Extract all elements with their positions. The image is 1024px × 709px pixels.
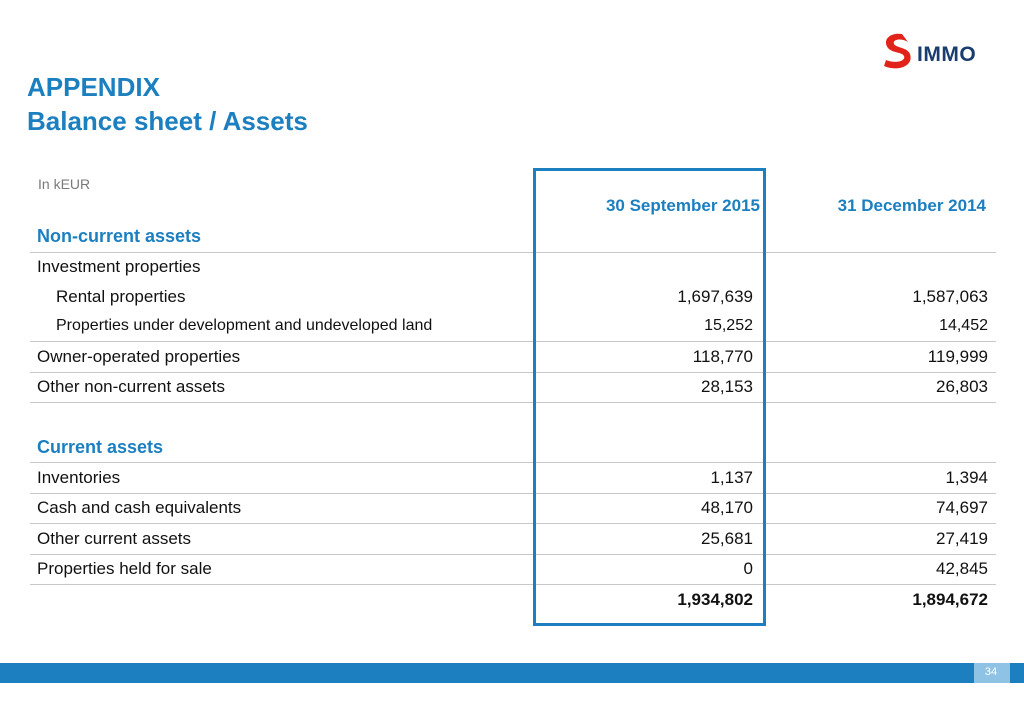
row-label: Owner-operated properties (30, 342, 535, 373)
column-header-sep-2015: 30 September 2015 (605, 196, 760, 215)
footer-bar (0, 663, 1024, 683)
table-row (30, 312, 996, 342)
row-value-2014: 119,999 (761, 342, 996, 373)
table-row (30, 524, 996, 555)
row-value-2015: 48,170 (535, 493, 761, 524)
row-label: Inventories (30, 463, 535, 494)
row-label: Properties held for sale (30, 554, 535, 585)
row-value-2015: 28,153 (535, 372, 761, 403)
row-value-2014: 42,845 (761, 554, 996, 585)
row-value-2014: 14,452 (761, 312, 996, 342)
unit-label: In kEUR (38, 176, 91, 192)
total-value-2014: 1,894,672 (912, 589, 988, 609)
table-row (30, 342, 996, 373)
column-highlight-box (533, 168, 766, 626)
row-label: Investment properties (37, 257, 201, 277)
table-row (30, 493, 996, 524)
row-value-2014: 74,697 (761, 493, 996, 524)
row-label: Properties under development and undeveloped land (30, 312, 535, 342)
section-title: Non-current assets (30, 222, 535, 252)
row-value-2015: 1,697,639 (677, 286, 753, 306)
title-line-1: APPENDIX (27, 72, 160, 102)
row-label: Rental properties (56, 286, 186, 306)
logo-text: IMMO (917, 43, 977, 66)
row-label: Other current assets (30, 524, 535, 555)
total-value-2015: 1,934,802 (677, 589, 753, 609)
row-value-2014: 1,587,063 (912, 286, 988, 306)
row-value-2015: 15,252 (535, 312, 761, 342)
page-number: 34 (984, 666, 998, 678)
column-header-dec-2014: 31 December 2014 (837, 196, 986, 215)
row-label: Other non-current assets (30, 372, 535, 403)
logo-mark-icon (884, 34, 911, 69)
row-value-2014 (761, 252, 996, 282)
table-row (30, 372, 996, 403)
row-value-2014: 26,803 (761, 372, 996, 403)
table-row (30, 554, 996, 585)
page-title (27, 70, 308, 138)
section-row-current (30, 433, 996, 463)
section-title: Current assets (30, 433, 535, 463)
row-label: Cash and cash equivalents (30, 493, 535, 524)
total-row (30, 585, 996, 615)
row-value-2015: 25,681 (535, 524, 761, 555)
spacer-row (30, 403, 996, 433)
row-value-2015: 118,770 (535, 342, 761, 373)
section-row-non-current (30, 222, 996, 252)
row-value-2014: 27,419 (761, 524, 996, 555)
row-value-2014: 1,394 (761, 463, 996, 494)
table-row (30, 463, 996, 494)
row-value-2015: 1,137 (535, 463, 761, 494)
balance-sheet-table (30, 222, 996, 615)
title-line-2: Balance sheet / Assets (27, 106, 308, 136)
row-value-2015: 0 (535, 554, 761, 585)
table-row (30, 282, 996, 312)
table-row (30, 252, 996, 282)
